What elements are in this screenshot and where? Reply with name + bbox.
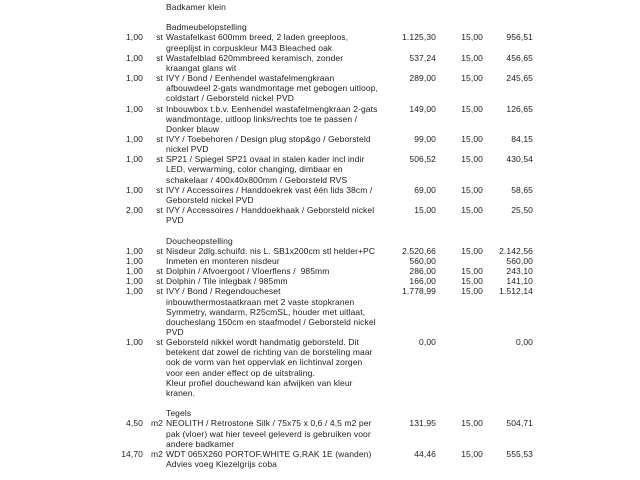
line-item-row [95, 276, 640, 286]
qty-cell: 1,00 [126, 32, 143, 43]
qty-cell: 1,00 [126, 276, 143, 287]
vat-cell [436, 256, 483, 266]
total-cell: 456,65 [506, 52, 533, 63]
total-cell: 25,50 [511, 205, 533, 216]
line-item-row [95, 266, 640, 276]
description-cell: Wastafelkast 600mm breed, 2 laden greeploos, greeplijst in corpuskleur M43 Bleached oak [166, 32, 349, 53]
unit-cell: m2 [150, 418, 163, 429]
price-cell: 15,00 [414, 205, 436, 216]
description-cell: WDT 065X260 PORTOF.WHITE G.RAK 1E (wanden) Advies voeg Kiezelgrijs coba [166, 448, 372, 469]
line-item-row [95, 53, 640, 73]
vat-cell: 15,00 [461, 448, 483, 459]
price-cell: 44,46 [414, 448, 436, 459]
line-item-row [95, 185, 640, 205]
line-item-row [95, 154, 640, 184]
description-cell: Dolphin / Tile inlegbak / 985mm [166, 276, 288, 287]
vat-cell: 15,00 [461, 286, 483, 297]
line-item-row [95, 286, 640, 337]
line-item-row [95, 418, 640, 448]
vat-cell: 15,00 [461, 103, 483, 114]
total-cell: 141,10 [506, 276, 533, 287]
section-heading: Tegels [166, 408, 192, 419]
description-cell: Inmeten en monteren nisdeur [166, 255, 280, 266]
price-cell: 166,00 [409, 276, 436, 287]
price-cell: 286,00 [409, 266, 436, 277]
unit-cell: st [156, 286, 163, 297]
unit-cell: st [156, 134, 163, 145]
price-cell: 149,00 [409, 103, 436, 114]
price-cell: 1.778,99 [402, 286, 436, 297]
qty-cell: 1,00 [126, 134, 143, 145]
vat-cell [436, 337, 483, 398]
qty-cell: 1,00 [126, 337, 143, 348]
vat-cell: 15,00 [461, 52, 483, 63]
price-cell: 69,00 [414, 184, 436, 195]
vat-cell: 15,00 [461, 73, 483, 84]
unit-cell: st [156, 32, 163, 43]
qty-cell: 1,00 [126, 245, 143, 256]
price-cell: 1.125,30 [402, 32, 436, 43]
vat-cell: 15,00 [461, 266, 483, 277]
line-item-row [95, 73, 640, 103]
vat-cell: 15,00 [461, 276, 483, 287]
section-spacer [95, 398, 640, 408]
vat-cell: 15,00 [461, 184, 483, 195]
qty-cell: 1,00 [126, 184, 143, 195]
qty-cell: 1,00 [126, 266, 143, 277]
unit-cell: st [156, 154, 163, 165]
description-cell: IVY / Bond / Eenhendel wastafelmengkraan afbouwdeel 2-gats wandmontage met gebogen uitloop, coldstart / Geborsteld nickel PVD [166, 73, 378, 104]
document-title: Badkamer klein [166, 2, 226, 12]
qty-cell: 14,70 [121, 448, 143, 459]
unit-cell: st [156, 103, 163, 114]
description-cell: Inbouwbox t.b.v. Eenhendel wastafelmengkraan 2-gats wandmontage, uitloop links/rechts toe te passen / Donker blauw [166, 103, 378, 134]
description-cell: NEOLITH / Retrostone Silk / 75x75 x 0,6 / 4,5 m2 per pak (vloer) wat hier teveel geleverd is gebruiken voor andere badkamer [166, 418, 372, 449]
price-cell: 537,24 [409, 52, 436, 63]
vat-cell: 15,00 [461, 245, 483, 256]
qty-cell: 1,00 [126, 73, 143, 84]
description-cell: IVY / Accessoires / Handdoekrek vast één lids 38cm / Geborsteld nickel PVD [166, 184, 373, 205]
line-item-row [95, 104, 640, 134]
unit-cell: st [156, 245, 163, 256]
total-cell: 956,51 [506, 32, 533, 43]
price-cell: 0,00 [419, 337, 436, 348]
line-item-row [95, 256, 640, 266]
price-cell: 560,00 [409, 255, 436, 266]
section-spacer [95, 12, 640, 22]
total-cell: 560,00 [506, 255, 533, 266]
qty-cell: 1,00 [126, 286, 143, 297]
unit-cell: m2 [150, 448, 163, 459]
total-cell: 1.512,14 [499, 286, 533, 297]
section-heading: Badmeubelopstelling [166, 22, 247, 33]
description-cell: IVY / Toebehoren / Design plug stop&go / Geborsteld nickel PVD [166, 134, 371, 155]
description-cell: SP21 / Spiegel SP21 ovaal in stalen kader incl indir LED, verwarming, color changing, dimbaar en schakelaar / 400x40x800mm / Geborsteld RVS [166, 154, 365, 185]
total-cell: 0,00 [516, 337, 533, 348]
price-cell: 506,52 [409, 154, 436, 165]
description-cell: IVY / Accessoires / Handdoekhaak / Geborsteld nickel PVD [166, 205, 375, 226]
unit-cell: st [156, 266, 163, 277]
line-item-row [95, 134, 640, 154]
description-cell: Geborsteld nikkel wordt handmatig geborsteld. Dit betekent dat zowel de richting van de borsteling maar ook de vorm van het oppervlak en lichtinval zorgen voor een ander effect op de uitstraling. Kleur profiel douchewand kan afwijken van kleur kranen. [166, 337, 373, 398]
price-cell: 99,00 [414, 134, 436, 145]
description-cell: Wastafelblad 620mmbreed keramisch, zonder kraangat glans wit [166, 52, 344, 73]
total-cell: 245,65 [506, 73, 533, 84]
qty-cell: 1,00 [126, 103, 143, 114]
unit-cell [143, 256, 164, 266]
price-cell: 131,95 [409, 418, 436, 429]
description-cell: Dolphin / Afvoergoot / Vloerflens / 985mm [166, 266, 330, 277]
unit-cell: st [156, 337, 163, 348]
unit-cell: st [156, 276, 163, 287]
unit-cell: st [156, 205, 163, 216]
unit-cell: st [156, 52, 163, 63]
line-item-row [95, 449, 640, 469]
total-cell: 126,65 [506, 103, 533, 114]
qty-cell: 1,00 [126, 154, 143, 165]
unit-cell: st [156, 184, 163, 195]
vat-cell: 15,00 [461, 32, 483, 43]
total-cell: 504,71 [506, 418, 533, 429]
vat-cell: 15,00 [461, 205, 483, 216]
vat-cell: 15,00 [461, 418, 483, 429]
line-item-row [95, 32, 640, 52]
total-cell: 555,53 [506, 448, 533, 459]
price-cell: 289,00 [409, 73, 436, 84]
total-cell: 243,10 [506, 266, 533, 277]
section-heading: Doucheopstelling [166, 235, 233, 246]
qty-cell: 1,00 [126, 255, 143, 266]
total-cell: 430,54 [506, 154, 533, 165]
total-cell: 2.142,56 [499, 245, 533, 256]
vat-cell: 15,00 [461, 154, 483, 165]
unit-cell: st [156, 73, 163, 84]
line-item-row [95, 337, 640, 398]
line-item-row [95, 205, 640, 225]
line-item-row [95, 246, 640, 256]
total-cell: 84,15 [511, 134, 533, 145]
qty-cell: 2,00 [126, 205, 143, 216]
qty-cell: 1,00 [126, 52, 143, 63]
total-cell: 58,65 [511, 184, 533, 195]
section-spacer [95, 225, 640, 235]
price-cell: 2.520,66 [402, 245, 436, 256]
description-cell: IVY / Bond / Regendoucheset inbouwthermostaatkraan met 2 vaste stopkranen Symmetry, wandarm, R25cmSL, houder met uitlaat, doucheslang 150cm en staafmodel / Geborsteld nickel PVD [166, 286, 376, 337]
vat-cell: 15,00 [461, 134, 483, 145]
description-cell: Nisdeur 2dlg.schuifd. nis L. SB1x200cm stl helder+PC [166, 245, 376, 256]
qty-cell: 4,50 [126, 418, 143, 429]
